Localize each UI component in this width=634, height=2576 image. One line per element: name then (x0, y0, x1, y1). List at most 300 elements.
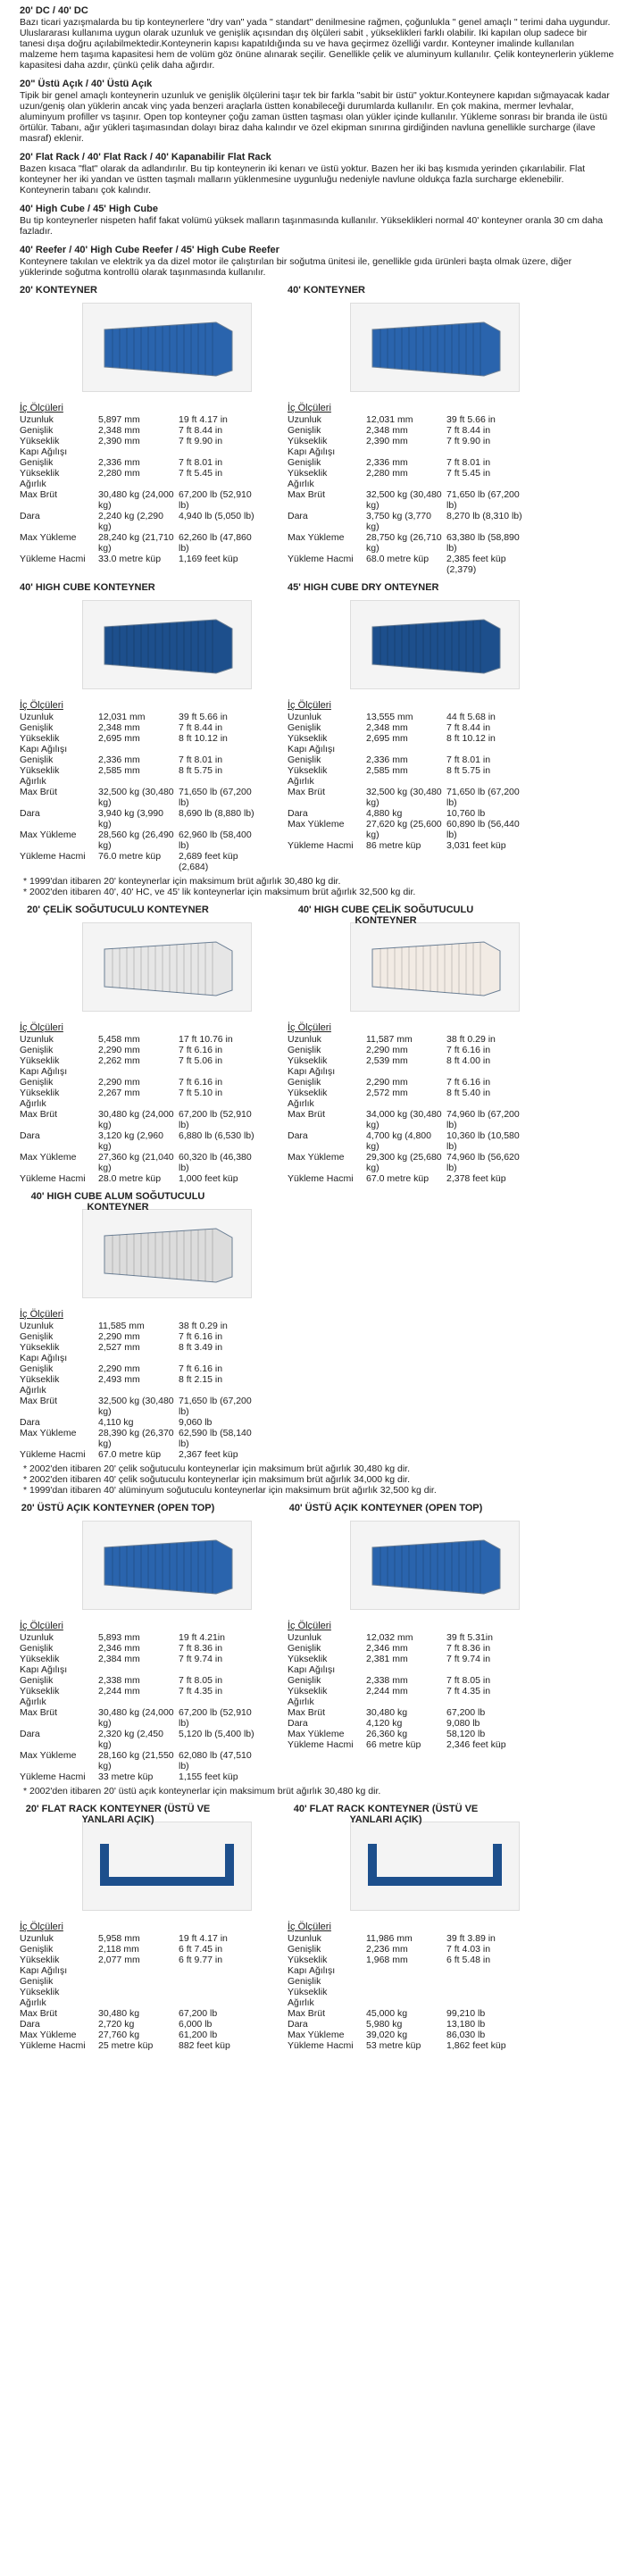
spec-metric: 2,527 mm (98, 1342, 140, 1353)
spec-imperial: 62,080 lb (47,510 lb) (179, 1750, 252, 1772)
spec-row (288, 1077, 522, 1088)
container-image (82, 1209, 252, 1298)
spec-label: Genişlik (288, 425, 321, 436)
spec-row (20, 1729, 254, 1750)
spec-metric (366, 1696, 446, 1707)
spec-metric: 12,032 mm (366, 1632, 413, 1643)
spec-label: Max Brüt (20, 1707, 58, 1718)
spec-row (20, 436, 254, 446)
spec-label: Genişlik (20, 1331, 54, 1342)
spec-metric: 33.0 metre küp (98, 554, 162, 564)
spec-label: Yükseklik (20, 765, 60, 776)
spec-metric: 2,244 mm (366, 1686, 408, 1696)
spec-label: Ağırlık (20, 1997, 46, 2008)
spec-label: Yükseklik (288, 733, 328, 744)
spec-label: Yükseklik (20, 1987, 60, 1997)
spec-imperial: 17 ft 10.76 in (179, 1034, 233, 1045)
spec-metric: 12,031 mm (98, 712, 146, 722)
spec-metric (98, 1987, 179, 1997)
inner-dimensions-heading: İç Ölçüleri (288, 403, 331, 413)
spec-label: Kapı Ağılışı (20, 446, 68, 457)
spec-imperial: 71,650 lb (67,200 lb) (446, 489, 520, 511)
spec-row (288, 1675, 522, 1686)
spec-imperial: 7 ft 5.06 in (179, 1055, 223, 1066)
container-card (20, 582, 279, 872)
spec-imperial: 7 ft 8.44 in (179, 425, 223, 436)
spec-imperial: 8 ft 5.40 in (446, 1088, 491, 1098)
container-image (82, 1822, 252, 1911)
spec-label: Ağırlık (20, 1385, 46, 1396)
spec-label: Kapı Ağılışı (288, 1965, 336, 1976)
container-photo (359, 609, 511, 680)
spec-metric: 66 metre küp (366, 1739, 421, 1750)
spec-imperial: 8 ft 10.12 in (179, 733, 228, 744)
spec-label: Max Brüt (288, 489, 326, 500)
inner-dimensions-heading: İç Ölçüleri (288, 1621, 331, 1631)
container-photo (359, 312, 511, 383)
spec-metric: 2,384 mm (98, 1654, 140, 1664)
spec-row (288, 819, 522, 840)
spec-metric: 2,539 mm (366, 1055, 408, 1066)
spec-imperial: 7 ft 8.44 in (179, 722, 223, 733)
spec-row (288, 1686, 522, 1696)
spec-row (288, 1088, 522, 1098)
spec-row (20, 744, 254, 754)
spec-imperial: 19 ft 4.21in (179, 1632, 225, 1643)
spec-imperial: 8 ft 5.75 in (179, 765, 223, 776)
spec-row (288, 554, 522, 575)
spec-row (20, 1374, 254, 1385)
spec-imperial: 71,650 lb (67,200 lb) (179, 787, 252, 808)
spec-metric: 2,346 mm (98, 1643, 140, 1654)
spec-metric: 2,348 mm (98, 425, 140, 436)
spec-metric: 2,390 mm (366, 436, 408, 446)
spec-metric (98, 1664, 179, 1675)
spec-label: Dara (288, 1130, 308, 1141)
card-title: 40' ÜSTÜ AÇIK KONTEYNER (OPEN TOP) (288, 1503, 483, 1513)
spec-label: Uzunluk (288, 1933, 321, 1944)
spec-imperial: 7 ft 9.90 in (179, 436, 223, 446)
spec-row (20, 1363, 254, 1374)
spec-row (288, 722, 522, 733)
spec-metric: 2,336 mm (98, 457, 140, 468)
container-photo (91, 1218, 243, 1289)
spec-label: Genişlik (20, 722, 54, 733)
spec-imperial: 5,120 lb (5,400 lb) (179, 1729, 254, 1739)
spec-metric: 30,480 kg (24,000 kg) (98, 1707, 174, 1729)
spec-label: Max Yükleme (20, 829, 77, 840)
spec-imperial: 7 ft 8.05 in (179, 1675, 223, 1686)
spec-imperial: 7 ft 8.05 in (446, 1675, 491, 1686)
spec-row (20, 1109, 254, 1130)
spec-label: Yükseklik (288, 468, 328, 479)
spec-row (288, 2019, 522, 2030)
section-text: Konteynere takılan ve elektrik ya da dizel motor ile çalıştırılan bir soğutma ünitesi ile, genellikle gıda ürünleri başta olmak üzere, diğer yüklerinde soğutma kontrollü olarak taşınmasında kullanılır. (20, 256, 572, 278)
container-card (288, 1804, 546, 2051)
container-card (20, 285, 279, 575)
spec-metric: 3,750 kg (3,770 kg) (366, 511, 431, 532)
spec-imperial: 19 ft 4.17 in (179, 1933, 228, 1944)
inner-dimensions-heading: İç Ölçüleri (288, 1022, 331, 1033)
spec-row (20, 1396, 254, 1417)
spec-row (288, 1965, 522, 1976)
spec-row (288, 754, 522, 765)
spec-table (20, 1933, 254, 2051)
spec-row (288, 1152, 522, 1173)
spec-imperial: 62,260 lb (47,860 lb) (179, 532, 252, 554)
spec-row (288, 1997, 522, 2008)
container-image (82, 922, 252, 1012)
spec-table (20, 414, 254, 564)
spec-row (288, 776, 522, 787)
inner-dimensions-heading: İç Ölçüleri (20, 1621, 63, 1631)
spec-imperial: 74,960 lb (67,200 lb) (446, 1109, 520, 1130)
spec-label: Ağırlık (20, 1098, 46, 1109)
spec-row (20, 1066, 254, 1077)
spec-label: Dara (20, 511, 40, 521)
spec-metric: 26,360 kg (366, 1729, 408, 1739)
spec-metric (98, 446, 179, 457)
container-image (82, 1521, 252, 1610)
spec-metric: 2,290 mm (98, 1045, 140, 1055)
spec-row (288, 808, 522, 819)
spec-row (288, 457, 522, 468)
spec-label: Yükleme Hacmi (20, 1449, 86, 1460)
spec-imperial: 6,000 lb (179, 2019, 213, 2030)
spec-row (20, 1772, 254, 1782)
spec-row (288, 1632, 522, 1643)
spec-imperial: 67,200 lb (446, 1707, 486, 1718)
spec-table (20, 1632, 254, 1782)
section-text: Tipik bir genel amaçlı konteynerin uzunluk ve genişlik ölçülerini taşır tek bir farkla "sabit bir üstü" yoktur.Konteynere kapıdan sığmayacak kadar uzun/geniş olan yüklerin ancak vinç yada benzeri araçlarla üstten konabileceği durumlarda kullanılır. En çok makina, mermer levhalar, aluminyum profiller vs taşınır. Open top konteyner çoğu zaman üstten taşması olan yükler içinde kullanılır. Yükleme sonrası bir branda ile üstü örtülür. Tabanı, ağır yükleri taşımasından dolayı biraz daha kalındır ve özel ekipman sınırına girdiğinden navluna genellikle surcharge (ilave masraf) eklenir. (20, 90, 610, 144)
spec-metric (366, 1987, 446, 1997)
spec-metric: 3,940 kg (3,990 kg) (98, 808, 163, 829)
spec-metric: 28.0 metre küp (98, 1173, 162, 1184)
spec-row (20, 1997, 254, 2008)
spec-label: Yükleme Hacmi (20, 1173, 86, 1184)
spec-label: Uzunluk (20, 414, 54, 425)
spec-label: Max Brüt (288, 1707, 326, 1718)
spec-metric: 2,290 mm (98, 1363, 140, 1374)
spec-label: Max Brüt (20, 1109, 58, 1120)
spec-label: Yükseklik (288, 1955, 328, 1965)
spec-label: Max Brüt (20, 787, 58, 797)
spec-row (288, 1654, 522, 1664)
spec-imperial: 39 ft 5.66 in (446, 414, 496, 425)
spec-label: Genişlik (288, 1675, 321, 1686)
spec-label: Max Yükleme (288, 819, 345, 829)
spec-metric (98, 776, 179, 787)
spec-metric: 2,290 mm (98, 1077, 140, 1088)
section-title: 20' Flat Rack / 40' Flat Rack / 40' Kapanabilir Flat Rack (20, 152, 271, 163)
card-row (20, 1804, 614, 2051)
spec-label: Kapı Ağılışı (20, 1664, 68, 1675)
spec-metric: 5,458 mm (98, 1034, 140, 1045)
spec-imperial (446, 479, 522, 489)
spec-row (20, 2019, 254, 2030)
spec-row (20, 1055, 254, 1066)
footnote: * 2002'den itibaren 40' çelik soğutuculu konteynerlar için maksimum brüt ağırlık 34,000 kg dir. (23, 1474, 410, 1485)
spec-imperial: 1,000 feet küp (179, 1173, 238, 1184)
spec-label: Dara (20, 2019, 40, 2030)
spec-row (20, 1686, 254, 1696)
spec-imperial: 67,200 lb (52,910 lb) (179, 1109, 252, 1130)
spec-imperial (446, 1987, 522, 1997)
spec-table (288, 1034, 522, 1184)
spec-metric: 34,000 kg (30,480 kg) (366, 1109, 442, 1130)
spec-label: Kapı Ağılışı (20, 1066, 68, 1077)
section-text: Bazen kısaca "flat" olarak da adlandırılır. Bu tip konteynerin iki kenarı ve üstü yoktur. Bazen her iki baş kısmıda yerinden çıkarılabilir. Flat konteyner her iki yandan ve üstten taşmalı malların yüklenmesine uygunluğu nedeniyle navlune oldukça fazla surcharge eklenebilir. Konteynerin tabanı çok kalındır. (20, 163, 586, 196)
spec-row (20, 2008, 254, 2019)
spec-row (20, 1664, 254, 1675)
spec-metric: 2,280 mm (366, 468, 408, 479)
spec-metric: 53 metre küp (366, 2040, 421, 2051)
spec-metric: 27,760 kg (98, 2030, 140, 2040)
spec-metric: 4,120 kg (366, 1718, 403, 1729)
container-photo (91, 1830, 243, 1902)
spec-metric: 28,750 kg (26,710 kg) (366, 532, 442, 554)
spec-row (288, 1055, 522, 1066)
spec-imperial: 7 ft 8.36 in (446, 1643, 491, 1654)
spec-label: Yükseklik (288, 436, 328, 446)
spec-label: Yükleme Hacmi (288, 840, 354, 851)
spec-row (20, 1955, 254, 1965)
spec-row (288, 1643, 522, 1654)
spec-label: Yükleme Hacmi (288, 554, 354, 564)
spec-label: Genişlik (20, 1944, 54, 1955)
spec-row (20, 1152, 254, 1173)
spec-row (288, 1707, 522, 1718)
card-row (20, 1191, 614, 1460)
spec-label: Max Brüt (288, 1109, 326, 1120)
spec-row (288, 446, 522, 457)
spec-row (20, 787, 254, 808)
spec-table (20, 1321, 254, 1460)
spec-metric: 25 metre küp (98, 2040, 154, 2051)
spec-metric: 2,240 kg (2,290 kg) (98, 511, 163, 532)
spec-imperial: 6 ft 5.48 in (446, 1955, 491, 1965)
spec-row (20, 1933, 254, 1944)
spec-imperial: 2,378 feet küp (446, 1173, 506, 1184)
spec-imperial: 7 ft 8.01 in (446, 754, 491, 765)
spec-metric (98, 1976, 179, 1987)
spec-label: Genişlik (288, 754, 321, 765)
section-title: 20' DC / 40' DC (20, 5, 88, 16)
card-title: 40' HIGH CUBE ÇELİK SOĞUTUCULU KONTEYNER (297, 905, 474, 926)
spec-metric (98, 1098, 179, 1109)
spec-metric: 5,893 mm (98, 1632, 140, 1643)
spec-metric: 2,585 mm (366, 765, 408, 776)
spec-metric (366, 479, 446, 489)
container-card (288, 285, 546, 575)
container-card (288, 582, 546, 872)
spec-label: Genişlik (288, 1944, 321, 1955)
spec-row (20, 2030, 254, 2040)
spec-label: Yükleme Hacmi (20, 1772, 86, 1782)
spec-row (20, 479, 254, 489)
spec-metric: 2,572 mm (366, 1088, 408, 1098)
card-title: 45' HIGH CUBE DRY ONTEYNER (288, 582, 439, 593)
spec-metric: 76.0 metre küp (98, 851, 162, 862)
spec-row (20, 489, 254, 511)
spec-metric: 12,031 mm (366, 414, 413, 425)
inner-dimensions-heading: İç Ölçüleri (20, 1022, 63, 1033)
container-image (350, 303, 520, 392)
spec-metric (98, 1997, 179, 2008)
container-card (20, 905, 279, 1184)
container-photo (91, 1530, 243, 1601)
spec-label: Yükseklik (20, 1955, 60, 1965)
spec-label: Yükleme Hacmi (288, 1739, 354, 1750)
spec-imperial (446, 776, 522, 787)
spec-imperial (179, 1066, 254, 1077)
spec-imperial (179, 744, 254, 754)
spec-metric: 27,620 kg (25,600 kg) (366, 819, 442, 840)
spec-label: Genişlik (20, 1643, 54, 1654)
spec-metric: 28,560 kg (26,490 kg) (98, 829, 174, 851)
spec-label: Genişlik (20, 425, 54, 436)
spec-imperial: 7 ft 8.44 in (446, 722, 491, 733)
container-specs (20, 285, 614, 2051)
spec-imperial: 6 ft 9.77 in (179, 1955, 223, 1965)
spec-table (288, 414, 522, 575)
spec-imperial: 62,960 lb (58,400 lb) (179, 829, 252, 851)
spec-row (20, 1331, 254, 1342)
spec-imperial: 7 ft 5.10 in (179, 1088, 223, 1098)
spec-label: Max Brüt (288, 2008, 326, 2019)
spec-label: Kapı Ağılışı (288, 1664, 336, 1675)
spec-imperial: 4,940 lb (5,050 lb) (179, 511, 254, 521)
spec-metric: 2,280 mm (98, 468, 140, 479)
spec-label: Yükseklik (288, 1686, 328, 1696)
spec-imperial: 10,760 lb (446, 808, 486, 819)
spec-metric: 67.0 metre küp (366, 1173, 430, 1184)
spec-metric: 2,236 mm (366, 1944, 408, 1955)
footnotes (20, 1463, 614, 1496)
spec-metric: 2,290 mm (366, 1045, 408, 1055)
spec-metric (366, 1965, 446, 1976)
spec-imperial (179, 1098, 254, 1109)
spec-imperial: 38 ft 0.29 in (179, 1321, 228, 1331)
footnote: * 2002'den itibaren 20' üstü açık konteynerlar için maksimum brüt ağırlık 30,480 kg dir. (23, 1786, 381, 1797)
spec-row (20, 1034, 254, 1045)
spec-label: Yükseklik (20, 1088, 60, 1098)
spec-label: Yükleme Hacmi (20, 554, 86, 564)
spec-label: Max Brüt (20, 1396, 58, 1406)
spec-metric: 2,244 mm (98, 1686, 140, 1696)
spec-row (288, 532, 522, 554)
spec-row (20, 1944, 254, 1955)
spec-metric: 33 metre küp (98, 1772, 154, 1782)
spec-label: Yükleme Hacmi (20, 2040, 86, 2051)
intro-section (20, 5, 614, 278)
spec-row (288, 2008, 522, 2019)
inner-dimensions-heading: İç Ölçüleri (20, 403, 63, 413)
spec-row (20, 829, 254, 851)
spec-label: Yükleme Hacmi (288, 1173, 354, 1184)
spec-label: Uzunluk (288, 1632, 321, 1643)
spec-metric: 2,262 mm (98, 1055, 140, 1066)
spec-row (20, 1976, 254, 1987)
spec-metric: 2,320 kg (2,450 kg) (98, 1729, 163, 1750)
container-card (20, 1804, 279, 2051)
spec-row (20, 1130, 254, 1152)
spec-imperial: 39 ft 5.31in (446, 1632, 493, 1643)
spec-row (288, 1098, 522, 1109)
spec-row (288, 1109, 522, 1130)
spec-imperial: 71,650 lb (67,200 lb) (446, 787, 520, 808)
spec-metric (98, 479, 179, 489)
spec-metric (98, 1965, 179, 1976)
spec-label: Yükseklik (20, 1654, 60, 1664)
spec-label: Genişlik (20, 457, 54, 468)
spec-row (20, 1965, 254, 1976)
spec-row (20, 754, 254, 765)
spec-imperial (179, 1987, 254, 1997)
spec-row (20, 1987, 254, 1997)
spec-imperial: 2,689 feet küp (2,684) (179, 851, 238, 872)
section-title: 20" Üstü Açık / 40' Üstü Açık (20, 79, 153, 89)
spec-label: Genişlik (288, 1077, 321, 1088)
spec-metric (98, 1066, 179, 1077)
spec-imperial: 7 ft 6.16 in (179, 1363, 223, 1374)
container-photo (91, 312, 243, 383)
spec-label: Max Yükleme (288, 1152, 345, 1163)
spec-label: Kapı Ağılışı (20, 1353, 68, 1363)
card-row (20, 582, 614, 872)
spec-imperial (446, 1965, 522, 1976)
spec-row (20, 2040, 254, 2051)
spec-imperial: 7 ft 4.35 in (179, 1686, 223, 1696)
spec-row (20, 1088, 254, 1098)
container-photo (359, 931, 511, 1003)
spec-label: Max Yükleme (20, 1750, 77, 1761)
spec-imperial: 7 ft 5.45 in (446, 468, 491, 479)
spec-metric: 2,348 mm (366, 425, 408, 436)
footnote: * 1999'dan itibaren 40' alüminyum soğutuculu konteynerlar için maksimum brüt ağırlık 32,500 kg dir. (23, 1485, 437, 1496)
spec-row (20, 851, 254, 872)
spec-metric: 2,493 mm (98, 1374, 140, 1385)
spec-label: Uzunluk (288, 712, 321, 722)
card-title: 20' ÇELİK SOĞUTUCULU KONTEYNER (27, 905, 209, 915)
spec-metric: 2,390 mm (98, 436, 140, 446)
spec-imperial: 7 ft 9.74 in (179, 1654, 223, 1664)
spec-row (288, 1173, 522, 1184)
spec-row (288, 1976, 522, 1987)
spec-row (20, 457, 254, 468)
section-title: 40' Reefer / 40' High Cube Reefer / 45' High Cube Reefer (20, 245, 279, 255)
spec-row (20, 765, 254, 776)
container-image (350, 922, 520, 1012)
spec-row (20, 1643, 254, 1654)
spec-imperial (179, 479, 254, 489)
inner-dimensions-heading: İç Ölçüleri (20, 1309, 63, 1320)
spec-label: Uzunluk (20, 1034, 54, 1045)
spec-imperial: 8 ft 10.12 in (446, 733, 496, 744)
spec-imperial: 7 ft 8.01 in (179, 754, 223, 765)
spec-imperial: 19 ft 4.17 in (179, 414, 228, 425)
spec-row (288, 468, 522, 479)
spec-imperial: 67,200 lb (52,910 lb) (179, 1707, 252, 1729)
spec-metric: 28,160 kg (21,550 kg) (98, 1750, 174, 1772)
spec-metric: 30,480 kg (366, 1707, 408, 1718)
spec-label: Dara (20, 1130, 40, 1141)
footnote: * 2002'den itibaren 40', 40' HC, ve 45' lik konteynerlar için maksimum brüt ağırlık 32,500 kg dir. (23, 887, 416, 897)
spec-metric: 2,290 mm (366, 1077, 408, 1088)
spec-metric: 13,555 mm (366, 712, 413, 722)
spec-row (288, 489, 522, 511)
card-title: 20' ÜSTÜ AÇIK KONTEYNER (OPEN TOP) (21, 1503, 215, 1513)
